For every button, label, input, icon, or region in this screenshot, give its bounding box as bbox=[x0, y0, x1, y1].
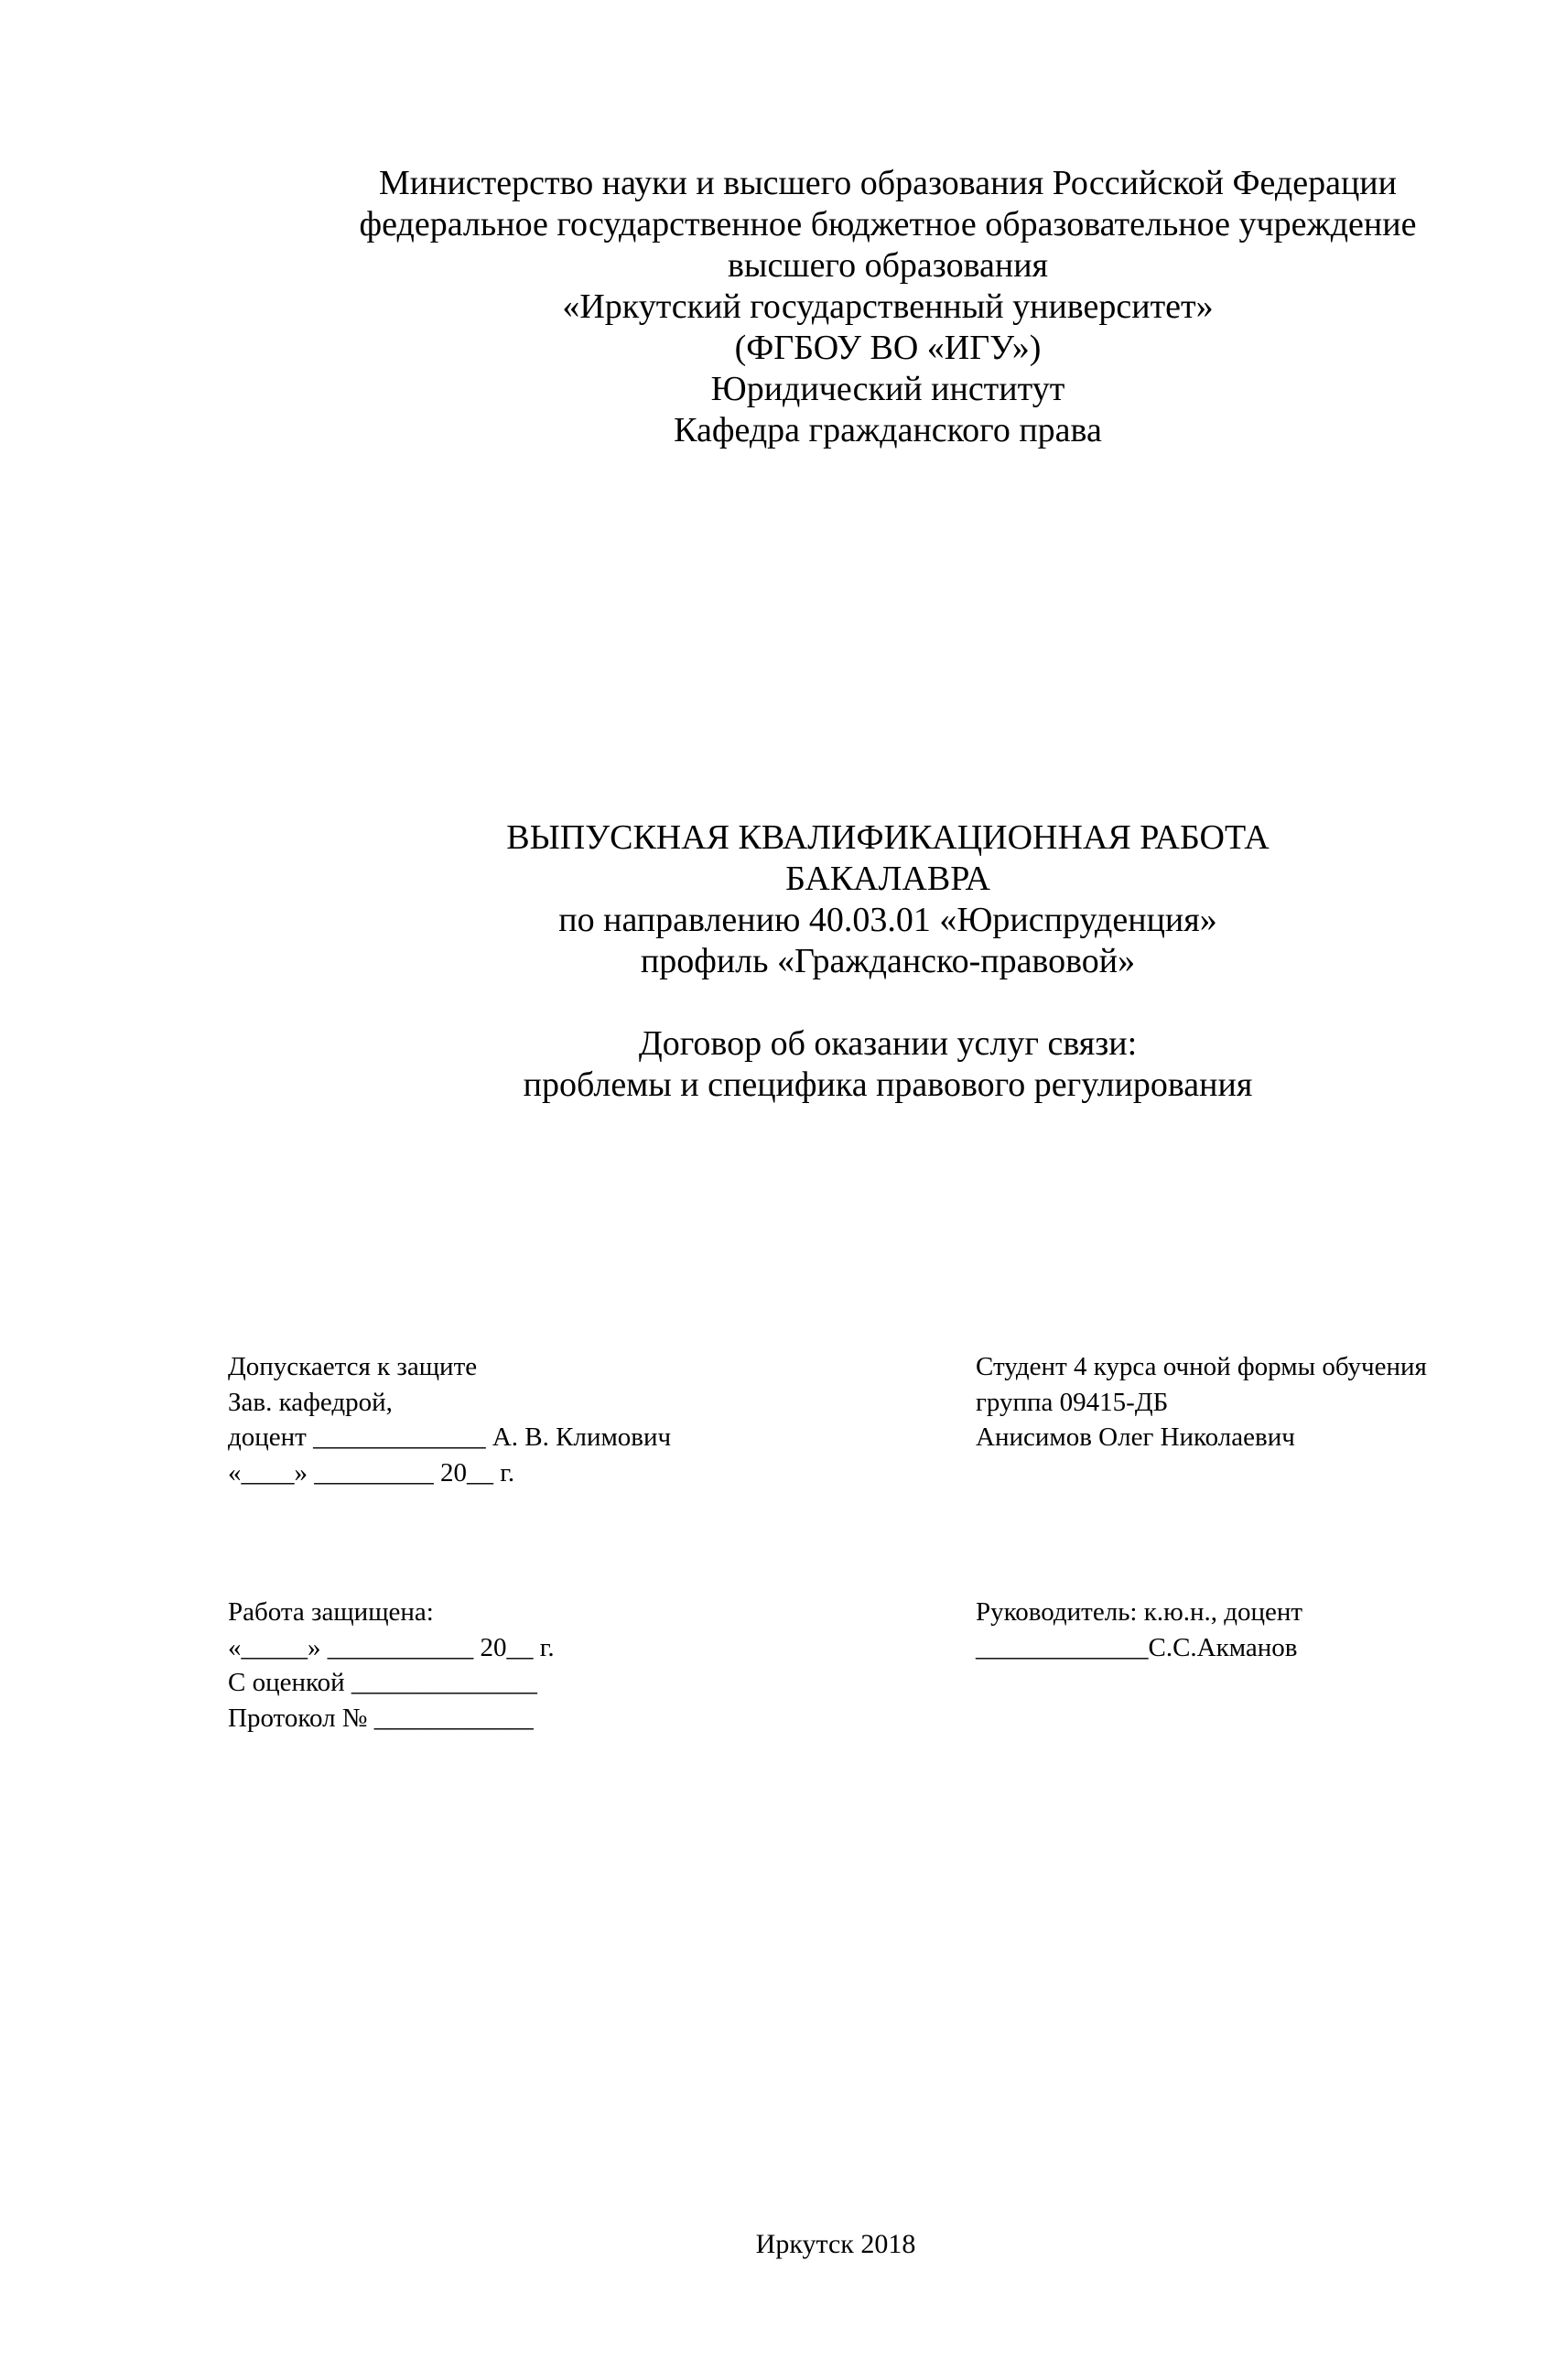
student-group-line: группа 09415-ДБ bbox=[976, 1387, 1169, 1417]
institution-type-line: федеральное государственное бюджетное образовательное учреждение bbox=[359, 205, 1417, 243]
department-line: Кафедра гражданского права bbox=[674, 411, 1102, 449]
institution-header bbox=[275, 163, 1501, 451]
thesis-title-line-2: проблемы и специфика правового регулирования bbox=[523, 1066, 1253, 1104]
title-spacer bbox=[394, 982, 1382, 1023]
head-of-department-line: Зав. кафедрой, bbox=[228, 1387, 393, 1417]
student-name-line: Анисимов Олег Николаевич bbox=[976, 1423, 1295, 1452]
direction-line: по направлению 40.03.01 «Юриспруденция» bbox=[558, 901, 1217, 939]
city-year-footer: Иркутск 2018 bbox=[755, 2229, 916, 2259]
defense-date-line: «_____» ___________ 20__ г. bbox=[228, 1632, 555, 1662]
university-abbreviation-line: (ФГБОУ ВО «ИГУ») bbox=[734, 329, 1042, 367]
head-of-department-signature-line: доцент _____________ А. В. Климович bbox=[228, 1423, 672, 1452]
protocol-line: Протокол № ____________ bbox=[228, 1703, 534, 1733]
work-type-line-2: БАКАЛАВРА bbox=[785, 860, 990, 898]
defense-heading: Работа защищена: bbox=[228, 1597, 434, 1627]
supervisor-signature-line: _____________С.С.Акманов bbox=[976, 1632, 1298, 1662]
supervisor-title-line: Руководитель: к.ю.н., доцент bbox=[976, 1597, 1303, 1627]
admission-heading: Допускается к защите bbox=[228, 1352, 478, 1381]
admission-date-line: «____» _________ 20__ г. bbox=[228, 1457, 515, 1488]
student-block bbox=[976, 1349, 1427, 1455]
grade-line: С оценкой ______________ bbox=[228, 1668, 537, 1697]
defense-block bbox=[228, 1595, 555, 1736]
profile-line: профиль «Гражданско-правовой» bbox=[640, 942, 1136, 980]
work-type-line-1: ВЫПУСКНАЯ КВАЛИФИКАЦИОННАЯ РАБОТА bbox=[506, 818, 1270, 857]
thesis-title-line-1: Договор об оказании услуг связи: bbox=[638, 1024, 1138, 1063]
work-title-block bbox=[394, 817, 1382, 1106]
supervisor-block bbox=[976, 1595, 1302, 1665]
admission-block bbox=[228, 1349, 671, 1490]
institute-line: Юридический институт bbox=[710, 370, 1065, 408]
university-name-line: «Иркутский государственный университет» bbox=[562, 287, 1214, 326]
student-course-line: Студент 4 курса очной формы обучения bbox=[976, 1352, 1427, 1381]
ministry-line: Министерство науки и высшего образования Российской Федерации bbox=[379, 164, 1397, 202]
education-level-line: высшего образования bbox=[727, 246, 1049, 285]
